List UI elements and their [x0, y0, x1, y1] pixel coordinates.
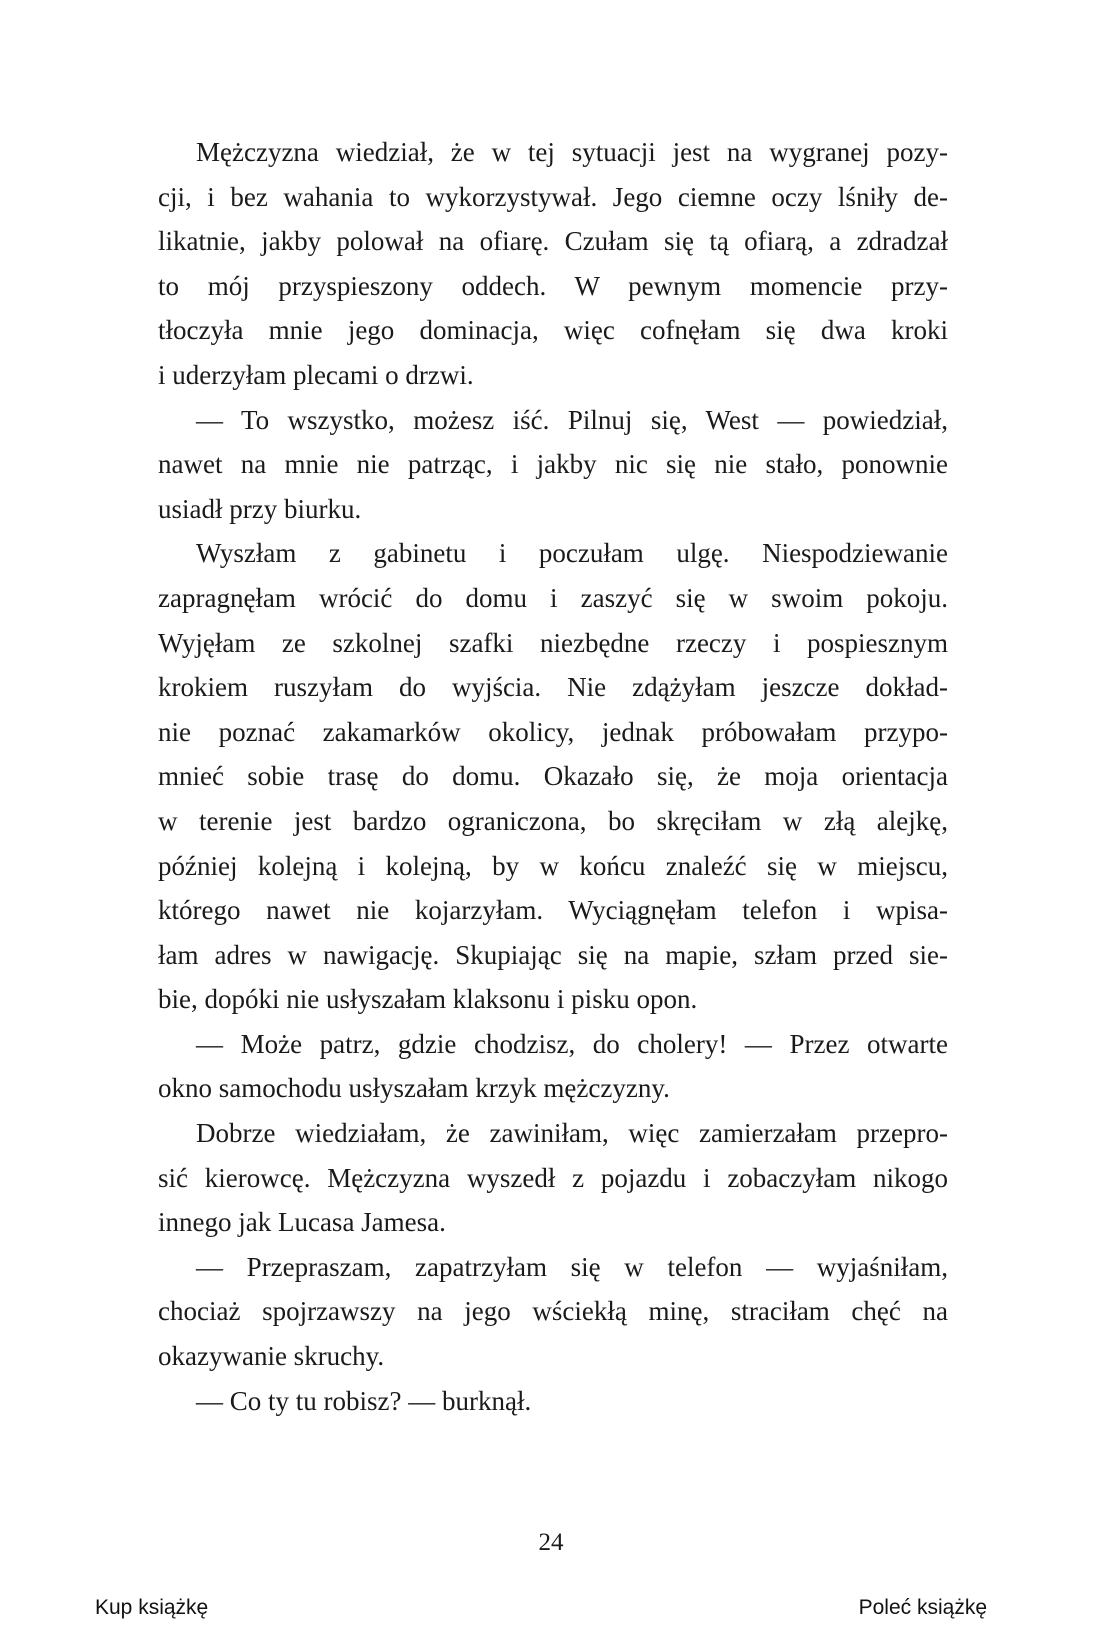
text-line: później kolejną i kolejną, by w końcu znaleźć się w miejscu,: [158, 850, 948, 881]
text-line: Wyjęłam ze szkolnej szafki niezbędne rzeczy i pospiesznym: [158, 627, 948, 658]
text-line: usiadł przy biurku.: [158, 493, 362, 524]
text-line: którego nawet nie kojarzyłam. Wyciągnęłam telefon i wpisa-: [158, 895, 948, 926]
text-line: — To wszystko, możesz iść. Pilnuj się, West — powiedział,: [196, 404, 948, 435]
text-line: nawet na mnie nie patrząc, i jakby nic się nie stało, ponownie: [158, 449, 948, 480]
text-line: okazywanie skruchy.: [158, 1341, 385, 1372]
text-line: zapragnęłam wrócić do domu i zaszyć się w swoim pokoju.: [158, 582, 948, 613]
text-line: okno samochodu usłyszałam krzyk mężczyzny.: [158, 1073, 670, 1104]
text-line: Wyszłam z gabinetu i poczułam ulgę. Niespodziewanie: [196, 538, 948, 569]
text-line: Mężczyzna wiedział, że w tej sytuacji jest na wygranej pozy-: [196, 137, 948, 167]
text-line: — Może patrz, gdzie chodzisz, do cholery! — Przez otwarte: [196, 1028, 948, 1059]
text-line: innego jak Lucasa Jamesa.: [158, 1207, 446, 1238]
text-line: chociaż spojrzawszy na jego wściekłą minę, straciłam chęć na: [158, 1296, 948, 1327]
text-line: to mój przyspieszony oddech. W pewnym momencie przy-: [158, 270, 948, 301]
recommend-book-link[interactable]: Poleć książkę: [858, 1596, 987, 1619]
text-line: nie poznać zakamarków okolicy, jednak próbowałam przypo-: [158, 716, 948, 747]
text-line: sić kierowcę. Mężczyzna wyszedł z pojazdu i zobaczyłam nikogo: [158, 1162, 948, 1193]
buy-book-link[interactable]: Kup książkę: [95, 1596, 209, 1619]
text-line: mnieć sobie trasę do domu. Okazało się, że moja orientacja: [158, 761, 948, 792]
text-line: cji, i bez wahania to wykorzystywał. Jego ciemne oczy lśniły de-: [158, 181, 948, 212]
text-line: — Co ty tu robisz? — burknął.: [196, 1385, 532, 1416]
page-body-text: [158, 130, 948, 1423]
text-line: krokiem ruszyłam do wyjścia. Nie zdążyłam jeszcze dokład-: [158, 672, 948, 703]
text-line: w terenie jest bardzo ograniczona, bo skręciłam w złą alejkę,: [158, 805, 948, 836]
text-line: — Przepraszam, zapatrzyłam się w telefon — wyjaśniłam,: [196, 1251, 948, 1282]
text-line: tłoczyła mnie jego dominacja, więc cofnęłam się dwa kroki: [158, 315, 948, 346]
text-line: likatnie, jakby polował na ofiarę. Czułam się tą ofiarą, a zdradzał: [158, 226, 948, 257]
text-line: łam adres w nawigację. Skupiając się na mapie, szłam przed sie-: [158, 939, 948, 970]
text-line: Dobrze wiedziałam, że zawiniłam, więc zamierzałam przepro-: [196, 1118, 948, 1149]
text-line: bie, dopóki nie usłyszałam klaksonu i pisku opon.: [158, 984, 698, 1015]
page-number: 24: [538, 1529, 564, 1556]
text-line: i uderzyłam plecami o drzwi.: [158, 359, 474, 390]
